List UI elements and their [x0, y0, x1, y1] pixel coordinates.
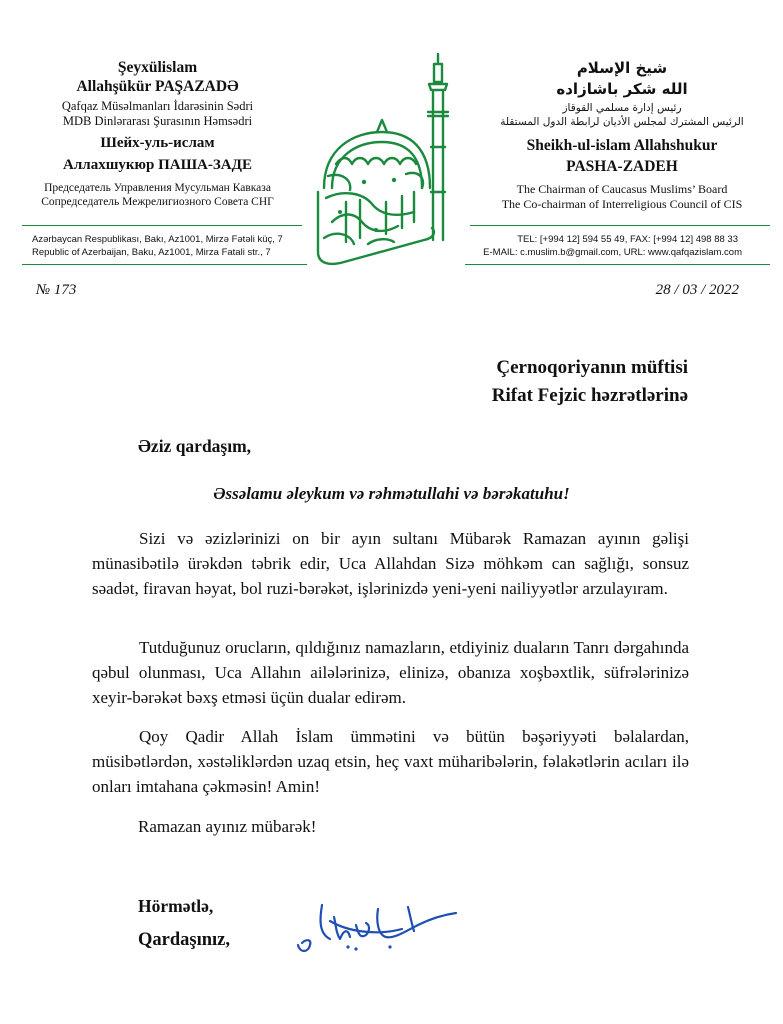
title-ru: Шейх-уль-ислам [100, 135, 215, 151]
signoff: Qardaşınız, [138, 930, 230, 950]
addressee [492, 354, 688, 410]
header-right [472, 58, 772, 211]
paragraph-3: Qoy Qadir Allah İslam ümmətini və bütün bəşəriyyəti bəlalardan, müsibətlərdən, xəstəliklərdən uzaq etsin, heç vaxt müharibələrin, fəlakətlərin acıları ilə onları imtahana çəkməsin! Amin! [92, 727, 689, 796]
regards: Hörmətlə, [138, 896, 214, 916]
role-ru-1: Председатель Управления Мусульман Кавказа [44, 182, 271, 194]
role-az-2: MDB Dinlərarası Şurasının Həmsədri [62, 113, 253, 128]
role-az-1: Qafqaz Müsəlmanları İdarəsinin Sədri [61, 99, 254, 113]
letter-number: № 173 [36, 282, 77, 298]
role-ru-2: Сопредседатель Межрелигиозного Совета СНГ [41, 196, 274, 208]
header-rule-right-bottom [465, 264, 770, 265]
paragraph-2: Tutduğunuz orucların, qıldığınız namazların, etdiyiniz duaların Tanrı dərgahında qəbul olunması, Uca Allahın ailələrinizə, elinizə, obanıza xoşbəxtlik, süfrələrinizə xeyir-bərəkət bəxş etməsi üçün dualar edirəm. [92, 638, 689, 707]
closing-line: Ramazan ayınız mübarək! [138, 817, 317, 836]
signature-icon [290, 895, 465, 965]
title-az: Şeyxülislam [117, 59, 198, 76]
name-en: PASHA-ZADEH [566, 158, 678, 175]
header-left [20, 58, 295, 209]
role-ar-1: رئيس إدارة مسلمي القوقاز [562, 102, 682, 114]
addressee-line-1: Çernoqoriyanın müftisi [496, 357, 688, 378]
paragraph-1: Sizi və əzizlərinizi on bir ayın sultanı Mübarək Ramazan ayının gəlişi münasibətilə ürəkdən təbrik edir, Uca Allahdan Sizə möhkəm can sağlığı, sonsuz səadət, firavan həyat, bol ruzi-bərəkət, işlərinizdə yeni-yeni nailiyyətlər arzulayıram. [92, 529, 689, 598]
header-rule-right-top [470, 225, 770, 226]
letter-date: 28 / 03 / 2022 [655, 282, 739, 298]
salutation: Əssəlamu əleykum və rəhmətullahi və bərəkatuhu! [213, 484, 570, 503]
address-az: Azərbaycan Respublikası, Bakı, Az1001, Mirzə Fətəli küç, 7 [32, 234, 283, 245]
address-en: Republic of Azerbaijan, Baku, Az1001, Mirza Fatali str., 7 [32, 247, 271, 258]
name-ar: الله شكر باشازاده [556, 80, 688, 98]
header-rule-left-top [22, 225, 302, 226]
contact-phone: TEL: [+994 12] 594 55 49, FAX: [+994 12] 498 88 33 [517, 234, 738, 245]
emblem-icon [302, 52, 472, 267]
role-en-2: The Co-chairman of Interreligious Council of CIS [501, 196, 743, 211]
contact-email: E-MAIL: c.muslim.b@gmail.com, URL: www.qafqazislam.com [483, 247, 742, 258]
header-rule-left-bottom [22, 264, 307, 265]
name-az: Allahşükür PAŞAZADƏ [76, 78, 239, 95]
role-en-1: The Chairman of Caucasus Muslims’ Board [516, 182, 728, 196]
name-ru: Аллахшукюр ПАША-ЗАДЕ [63, 157, 252, 173]
title-en: Sheikh-ul-islam Allahshukur [526, 137, 718, 154]
addressee-line-2: Rifat Fejzic həzrətlərinə [491, 385, 688, 406]
greeting: Əziz qardaşım, [138, 436, 252, 456]
title-ar: شيخ الإسلام [576, 59, 668, 77]
role-ar-2: الرئيس المشترك لمجلس الأديان لرابطة الدول المستقلة [500, 116, 744, 128]
